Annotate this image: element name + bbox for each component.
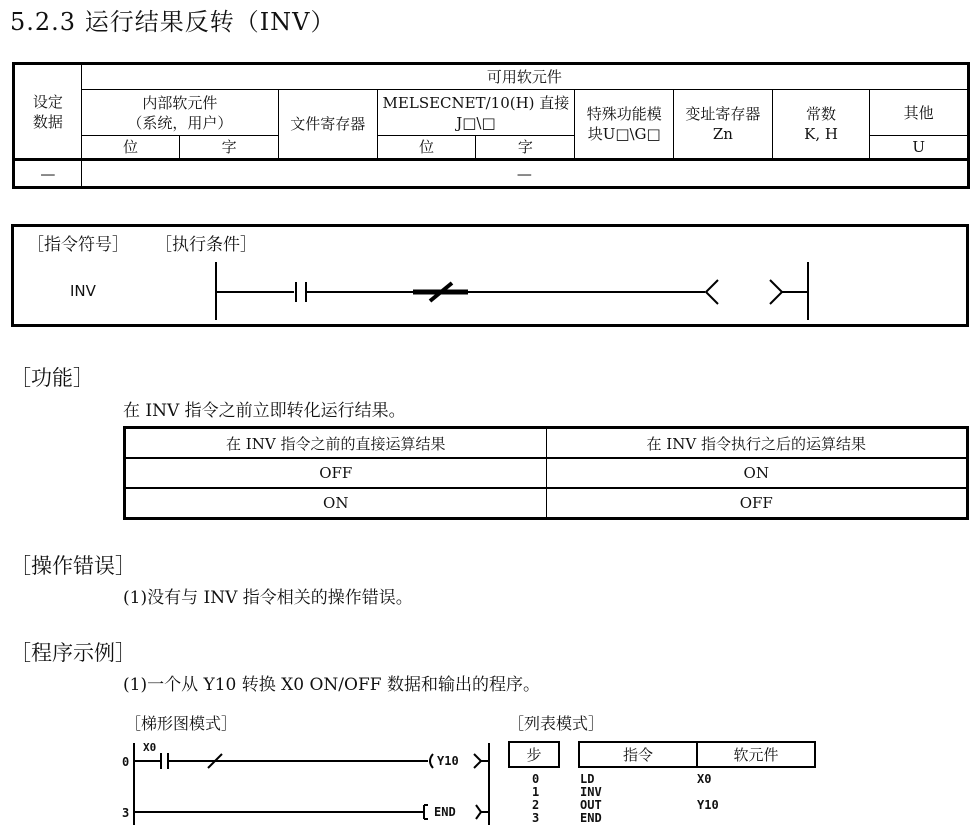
word-subheader: 字 <box>476 136 575 160</box>
constant-header: 常数 K, H <box>772 90 870 160</box>
list-instruction: LD <box>580 772 595 786</box>
operation-error-title: ［操作错误］ <box>10 554 136 578</box>
available-devices-header: 可用软元件 <box>81 64 968 90</box>
execution-condition-label: ［执行条件］ <box>155 235 257 255</box>
file-register-header: 文件寄存器 <box>278 90 377 160</box>
contact-device-label: X0 <box>143 741 157 754</box>
coil-left-icon <box>430 754 433 768</box>
function-table-header: 在 INV 指令之前的直接运算结果 <box>125 428 547 459</box>
special-module-header: 特殊功能模 块U□\G□ <box>575 90 674 160</box>
function-table-cell: ON <box>125 488 547 519</box>
function-table-header: 在 INV 指令执行之后的运算结果 <box>546 428 968 459</box>
list-step: 3 <box>532 811 540 825</box>
function-description: 在 INV 指令之前立即转化运行结果。 <box>123 401 406 421</box>
function-title: ［功能］ <box>10 366 94 390</box>
program-example-text: (1)一个从 Y10 转换 X0 ON/OFF 数据和输出的程序。 <box>123 675 540 695</box>
coil-device-label: Y10 <box>437 754 459 768</box>
list-step: 2 <box>532 798 540 812</box>
function-table-cell: OFF <box>546 488 968 519</box>
available-devices-cell: — <box>81 160 968 188</box>
list-header-step: 步 <box>508 741 560 768</box>
list-mode-label: ［列表模式］ <box>508 714 605 733</box>
list-instruction: OUT <box>580 798 602 812</box>
program-example-title: ［程序示例］ <box>10 641 136 665</box>
melsecnet-header: MELSECNET/10(H) 直接 J□\□ <box>377 90 575 136</box>
section-heading: 5.2.3 运行结果反转（INV） <box>10 8 336 36</box>
list-instruction: INV <box>580 785 602 799</box>
list-step: 1 <box>532 785 540 799</box>
step-number: 3 <box>122 806 130 820</box>
setting-data-cell: — <box>14 160 82 188</box>
instruction-symbol-label: ［指令符号］ <box>27 235 129 255</box>
step-number: 0 <box>122 755 130 769</box>
index-register-header: 变址寄存器 Zn <box>674 90 773 160</box>
function-table-cell: OFF <box>125 458 547 488</box>
other-header: 其他 <box>870 90 969 136</box>
setting-data-header: 设定 数据 <box>14 64 82 160</box>
coil-right-bracket <box>474 754 481 768</box>
list-header-device: 软元件 <box>696 741 816 768</box>
end-bracket-right <box>476 805 481 819</box>
list-device: Y10 <box>697 798 719 812</box>
ladder-mode-label: ［梯形图模式］ <box>125 714 238 733</box>
instruction-name: INV <box>70 282 96 300</box>
end-instruction-label: END <box>434 805 456 819</box>
bit-subheader: 位 <box>377 136 476 160</box>
list-instruction: END <box>580 811 602 825</box>
bit-subheader: 位 <box>81 136 180 160</box>
list-device: X0 <box>697 772 712 786</box>
internal-device-header: 内部软元件 （系统，用户） <box>81 90 278 136</box>
list-header-instruction: 指令 <box>578 741 698 768</box>
operation-error-text: (1)没有与 INV 指令相关的操作错误。 <box>123 588 413 608</box>
word-subheader: 字 <box>180 136 279 160</box>
list-step: 0 <box>532 772 540 786</box>
function-table-cell: ON <box>546 458 968 488</box>
other-subheader: U <box>870 136 969 160</box>
